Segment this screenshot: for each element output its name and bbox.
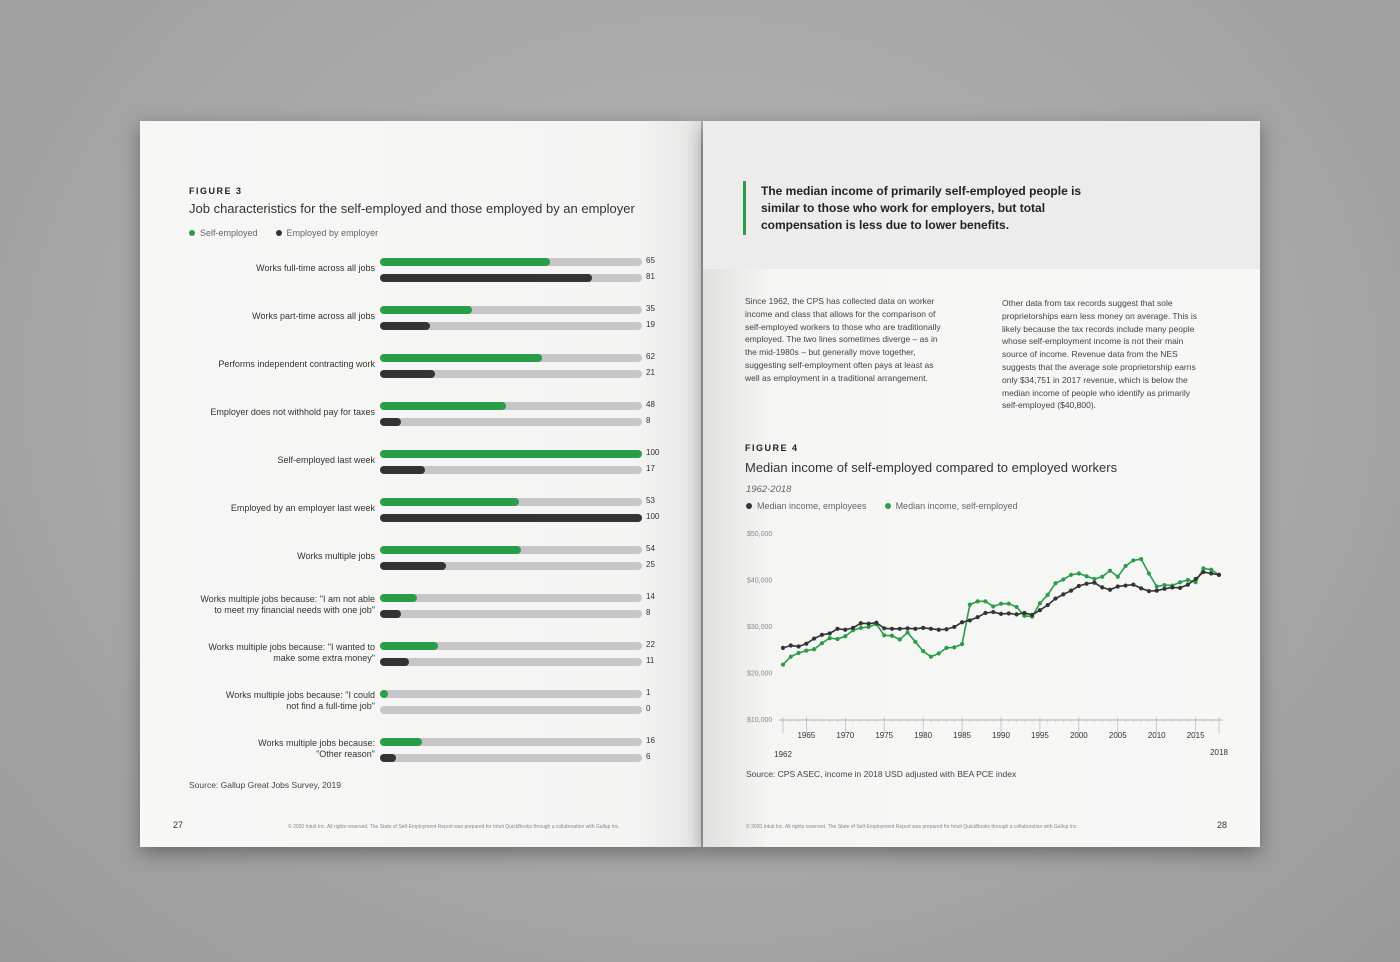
x-tick-label: 1980 — [914, 731, 933, 740]
x-tick-label: 1975 — [875, 731, 894, 740]
bar-value-label: 8 — [646, 416, 651, 425]
point-self-employed — [828, 636, 832, 640]
bar-track — [380, 418, 642, 426]
point-self-employed — [1178, 580, 1182, 584]
point-employees — [921, 626, 925, 630]
bar-employed — [380, 514, 642, 522]
point-self-employed — [1085, 574, 1089, 578]
point-employees — [867, 622, 871, 626]
bar-row-label — [155, 455, 375, 466]
y-tick-label: $50,000 — [747, 531, 773, 538]
point-self-employed — [976, 599, 980, 603]
point-employees — [1194, 577, 1198, 581]
bar-employed — [380, 274, 592, 282]
bar-row-label-line: Employer does not withhold pay for taxes — [210, 407, 375, 417]
bar-track — [380, 306, 642, 314]
bar-self-employed — [380, 642, 438, 650]
bar-row-label-line: Performs independent contracting work — [218, 359, 375, 369]
point-self-employed — [1116, 575, 1120, 579]
bar-employed — [380, 370, 435, 378]
bar-row — [140, 642, 701, 672]
point-employees — [898, 627, 902, 631]
bar-value-label: 17 — [646, 464, 655, 473]
x-tick-label: 2005 — [1108, 731, 1127, 740]
pull-quote-accent — [743, 181, 746, 235]
point-self-employed — [898, 637, 902, 641]
x-tick-label: 1995 — [1031, 731, 1049, 740]
bar-employed — [380, 610, 401, 618]
figure-3-label: FIGURE 3 — [189, 186, 243, 196]
point-employees — [905, 626, 909, 630]
figure-4-label: FIGURE 4 — [745, 443, 799, 453]
legend-swatch — [276, 230, 282, 236]
bar-value-label: 1 — [646, 688, 651, 697]
bar-value-label: 14 — [646, 592, 655, 601]
point-self-employed — [1100, 575, 1104, 579]
point-self-employed — [929, 655, 933, 659]
bar-row — [140, 690, 701, 720]
x-tick-label: 2000 — [1069, 731, 1088, 740]
bar-row — [140, 546, 701, 576]
bar-value-label: 48 — [646, 400, 655, 409]
point-employees — [1147, 589, 1151, 593]
point-employees — [913, 627, 917, 631]
point-employees — [843, 628, 847, 632]
legend-item-employees — [746, 501, 867, 511]
page-footer-left: © 2020 Intuit Inc. All rights reserved. The State of Self-Employment Report was prepared for Intuit QuickBooks through a collaboration with Gallup Inc. — [288, 824, 620, 830]
point-employees — [983, 611, 987, 615]
point-self-employed — [781, 662, 785, 666]
page-number-left: 27 — [173, 820, 184, 830]
point-self-employed — [1209, 568, 1213, 572]
point-employees — [1100, 585, 1104, 589]
point-self-employed — [937, 651, 941, 655]
point-self-employed — [882, 633, 886, 637]
point-employees — [1131, 583, 1135, 587]
bar-self-employed — [380, 450, 642, 458]
bar-value-label: 81 — [646, 272, 655, 281]
x-tick-label: 2010 — [1147, 731, 1166, 740]
bar-self-employed — [380, 402, 506, 410]
y-tick-label: $30,000 — [747, 624, 773, 631]
point-self-employed — [890, 634, 894, 638]
bar-value-label: 65 — [646, 256, 655, 265]
point-self-employed — [796, 651, 800, 655]
point-self-employed — [859, 626, 863, 630]
point-employees — [968, 618, 972, 622]
body-text-left: Since 1962, the CPS has collected data on worker income and class that allows for the comparison of self-employed workers to those who are traditionally employed. The two lines sometimes diverge – as in the mid-1980s – but generally move together, suggesting self-employment often pays at least as well as employment in a traditional arrangement. — [745, 296, 941, 383]
bar-row-label — [155, 642, 375, 664]
point-self-employed — [921, 649, 925, 653]
point-employees — [851, 626, 855, 630]
bar-self-employed — [380, 258, 550, 266]
bar-row-label — [155, 263, 375, 274]
point-employees — [874, 621, 878, 625]
point-self-employed — [812, 647, 816, 651]
point-self-employed — [1007, 602, 1011, 606]
page-footer-right: © 2020 Intuit Inc. All rights reserved. The State of Self-Employment Report was prepared for Intuit QuickBooks through a collaboration with Gallup Inc. — [746, 824, 1078, 830]
point-employees — [1155, 589, 1159, 593]
bar-value-label: 22 — [646, 640, 655, 649]
point-self-employed — [1147, 571, 1151, 575]
bar-track — [380, 562, 642, 570]
point-employees — [796, 644, 800, 648]
bar-row-label-line: Employed by an employer last week — [230, 503, 375, 513]
legend-item-self-employed — [885, 501, 1018, 511]
point-self-employed — [1053, 581, 1057, 585]
point-employees — [1139, 586, 1143, 590]
point-self-employed — [1046, 593, 1050, 597]
point-self-employed — [789, 655, 793, 659]
bar-row-label — [155, 503, 375, 514]
point-self-employed — [1123, 564, 1127, 568]
x-tick-label: 1962 — [774, 750, 792, 759]
point-employees — [781, 646, 785, 650]
bar-value-label: 35 — [646, 304, 655, 313]
point-employees — [1170, 585, 1174, 589]
bar-row-label-line: Works multiple jobs — [297, 551, 375, 561]
point-self-employed — [843, 634, 847, 638]
point-employees — [999, 612, 1003, 616]
bar-row-label — [155, 594, 375, 616]
point-employees — [976, 615, 980, 619]
bar-row-label-line: "Other reason" — [316, 749, 375, 759]
point-employees — [929, 627, 933, 631]
x-tick-label: 1990 — [992, 731, 1010, 740]
figure-4-legend — [746, 501, 1036, 511]
bar-track — [380, 466, 642, 474]
bar-value-label: 21 — [646, 368, 655, 377]
bar-track — [380, 706, 642, 714]
point-employees — [1030, 613, 1034, 617]
x-tick-label: 1985 — [953, 731, 971, 740]
point-self-employed — [1155, 584, 1159, 588]
bar-track — [380, 354, 642, 362]
bar-row — [140, 738, 701, 768]
bar-row-label — [155, 738, 375, 760]
bar-row — [140, 258, 701, 288]
bar-value-label: 19 — [646, 320, 655, 329]
pull-quote: The median income of primarily self-employed people is similar to those who work for employers, but total compensation is less due to lower benefits. — [761, 184, 1082, 232]
point-employees — [820, 633, 824, 637]
bar-track — [380, 450, 642, 458]
point-self-employed — [999, 602, 1003, 606]
point-self-employed — [820, 641, 824, 645]
bar-track — [380, 738, 642, 746]
bar-row-label — [155, 311, 375, 322]
legend-swatch — [189, 230, 195, 236]
bar-value-label: 25 — [646, 560, 655, 569]
point-self-employed — [913, 640, 917, 644]
point-employees — [1022, 611, 1026, 615]
bar-self-employed — [380, 306, 472, 314]
point-self-employed — [968, 603, 972, 607]
bar-row-label-line: to meet my financial needs with one job" — [214, 605, 375, 615]
point-self-employed — [1201, 566, 1205, 570]
point-self-employed — [1077, 571, 1081, 575]
bar-track — [380, 610, 642, 618]
point-self-employed — [905, 630, 909, 634]
point-employees — [789, 643, 793, 647]
point-employees — [1061, 592, 1065, 596]
point-employees — [1116, 584, 1120, 588]
bar-track — [380, 754, 642, 762]
bar-value-label: 62 — [646, 352, 655, 361]
point-self-employed — [1092, 577, 1096, 581]
bar-value-label: 0 — [646, 704, 651, 713]
bar-row-label-line: Works full-time across all jobs — [256, 263, 375, 273]
x-tick-label: 2018 — [1210, 748, 1228, 757]
point-employees — [1178, 586, 1182, 590]
bar-employed — [380, 658, 409, 666]
point-employees — [882, 626, 886, 630]
point-employees — [835, 627, 839, 631]
figure-4-title: Median income of self-employed compared to employed workers — [745, 460, 1118, 475]
bar-track — [380, 274, 642, 282]
right-page — [703, 121, 1260, 847]
point-self-employed — [944, 646, 948, 650]
series-line-employees — [783, 572, 1219, 648]
point-self-employed — [1162, 583, 1166, 587]
point-employees — [1108, 588, 1112, 592]
bar-track — [380, 690, 642, 698]
bar-track — [380, 546, 642, 554]
point-self-employed — [835, 637, 839, 641]
point-employees — [1217, 573, 1221, 577]
bar-row-label-line: Works multiple jobs because: "I am not able — [200, 594, 375, 604]
legend-label: Median income, self-employed — [895, 501, 1018, 511]
point-employees — [804, 642, 808, 646]
figure-3-source: Source: Gallup Great Jobs Survey, 2019 — [189, 780, 341, 790]
point-employees — [1085, 582, 1089, 586]
point-employees — [1201, 570, 1205, 574]
left-page — [140, 121, 701, 847]
figure-4-subtitle: 1962-2018 — [746, 484, 792, 495]
figure-3-title: Job characteristics for the self-employed and those employed by an employer — [189, 201, 635, 216]
legend-label: Self-employed — [200, 228, 258, 238]
point-employees — [937, 628, 941, 632]
point-self-employed — [1014, 605, 1018, 609]
bar-self-employed — [380, 498, 519, 506]
bar-self-employed — [380, 354, 542, 362]
point-employees — [960, 620, 964, 624]
point-self-employed — [804, 649, 808, 653]
point-employees — [944, 627, 948, 631]
point-self-employed — [1069, 573, 1073, 577]
bar-track — [380, 594, 642, 602]
legend-swatch — [885, 503, 891, 509]
point-employees — [812, 636, 816, 640]
legend-swatch — [746, 503, 752, 509]
point-employees — [1014, 612, 1018, 616]
bar-employed — [380, 754, 396, 762]
bar-row-label — [155, 690, 375, 712]
point-employees — [859, 621, 863, 625]
legend-label: Employed by employer — [286, 228, 379, 238]
point-self-employed — [1131, 558, 1135, 562]
figure-4-source: Source: CPS ASEC, income in 2018 USD adjusted with BEA PCE index — [746, 769, 1017, 779]
bar-row-label-line: Works multiple jobs because: "I could — [225, 690, 375, 700]
bar-value-label: 16 — [646, 736, 655, 745]
bar-value-label: 8 — [646, 608, 651, 617]
bar-row-label — [155, 551, 375, 562]
bar-employed — [380, 562, 446, 570]
point-employees — [1209, 571, 1213, 575]
bar-row — [140, 450, 701, 480]
page-number-right: 28 — [1217, 820, 1228, 830]
bar-track — [380, 258, 642, 266]
bar-value-label: 6 — [646, 752, 651, 761]
point-employees — [1162, 587, 1166, 591]
point-self-employed — [1108, 569, 1112, 573]
legend-item-employed — [276, 228, 379, 238]
point-employees — [1038, 608, 1042, 612]
point-employees — [1046, 603, 1050, 607]
bar-self-employed — [380, 690, 388, 698]
bar-track — [380, 642, 642, 650]
x-tick-label: 1970 — [836, 731, 855, 740]
y-tick-label: $40,000 — [747, 577, 773, 585]
bar-track — [380, 402, 642, 410]
bar-row-label-line: Works part-time across all jobs — [252, 311, 375, 321]
bar-row — [140, 354, 701, 384]
bar-employed — [380, 466, 425, 474]
bar-track — [380, 322, 642, 330]
bar-track — [380, 514, 642, 522]
point-employees — [1186, 583, 1190, 587]
point-self-employed — [960, 642, 964, 646]
bar-row-label — [155, 359, 375, 370]
bar-value-label: 100 — [646, 512, 660, 521]
point-employees — [991, 610, 995, 614]
figure-4-line-chart — [733, 519, 1233, 764]
point-employees — [890, 627, 894, 631]
x-tick-label: 1965 — [797, 731, 816, 740]
y-tick-label: $20,000 — [747, 670, 773, 678]
legend-label: Median income, employees — [757, 501, 867, 511]
bar-self-employed — [380, 546, 521, 554]
point-employees — [952, 625, 956, 629]
bar-row — [140, 594, 701, 624]
bar-row-label-line: not find a full-time job" — [286, 701, 375, 711]
bar-employed — [380, 418, 401, 426]
point-self-employed — [952, 645, 956, 649]
y-tick-label: $10,000 — [747, 717, 773, 724]
point-self-employed — [1061, 577, 1065, 581]
point-employees — [1069, 589, 1073, 593]
point-self-employed — [983, 599, 987, 603]
bar-track — [380, 498, 642, 506]
point-employees — [1053, 596, 1057, 600]
bar-value-label: 54 — [646, 544, 655, 553]
bar-row-label-line: Works multiple jobs because: "I wanted to — [208, 642, 375, 652]
bar-value-label: 11 — [646, 656, 655, 665]
bar-self-employed — [380, 738, 422, 746]
point-self-employed — [1186, 578, 1190, 582]
point-self-employed — [1139, 557, 1143, 561]
bar-row-label-line: Self-employed last week — [277, 455, 375, 465]
point-employees — [1007, 611, 1011, 615]
x-tick-label: 2015 — [1186, 731, 1205, 740]
point-employees — [1077, 584, 1081, 588]
bar-row — [140, 498, 701, 528]
legend-item-self-employed — [189, 228, 258, 238]
bar-track — [380, 370, 642, 378]
point-employees — [1123, 583, 1127, 587]
bar-row-label — [155, 407, 375, 418]
point-self-employed — [991, 604, 995, 608]
bar-value-label: 100 — [646, 448, 660, 457]
bar-employed — [380, 322, 430, 330]
point-employees — [828, 631, 832, 635]
bar-self-employed — [380, 594, 417, 602]
body-text-right: Other data from tax records suggest that sole proprietorships earn less money on average. This is likely because the tax records include many people whose self-employment income is not their main source of income. Revenue data from the NES suggests that the average sole proprietorship earns only $34,751 in 2017 revenue, which is below the median income of people who identify as primarily self-employed ($40,800). — [1002, 298, 1197, 411]
point-self-employed — [1038, 601, 1042, 605]
bar-value-label: 53 — [646, 496, 655, 505]
bar-row-label-line: Works multiple jobs because: — [258, 738, 375, 748]
point-employees — [1092, 581, 1096, 585]
bar-track — [380, 658, 642, 666]
figure-3-legend — [189, 228, 396, 238]
bar-row — [140, 402, 701, 432]
bar-row — [140, 306, 701, 336]
bar-row-label-line: make some extra money" — [273, 653, 375, 663]
